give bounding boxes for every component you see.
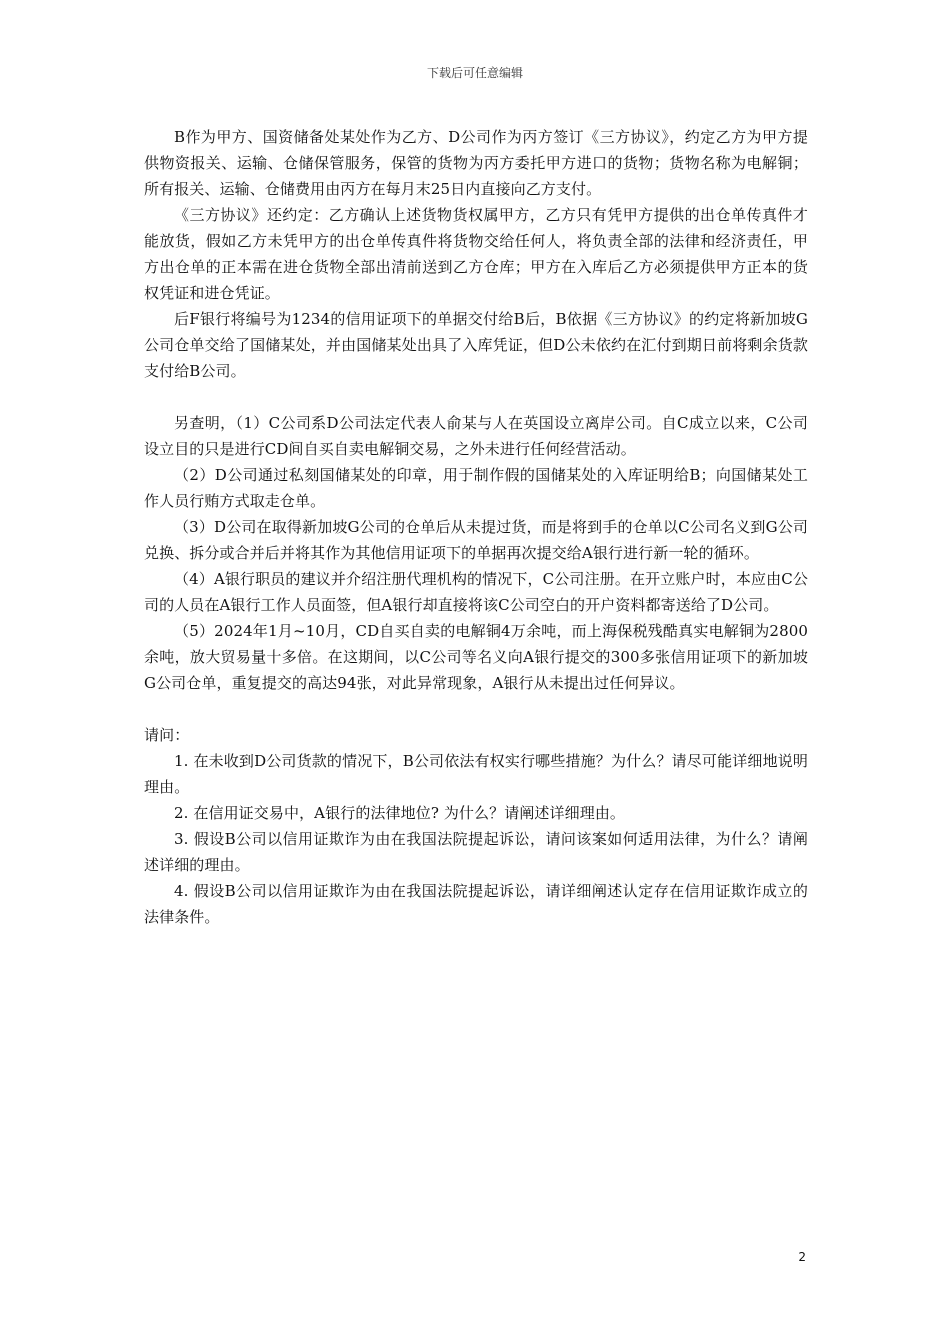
page-header: 下载后可任意编辑 [426,66,523,80]
finding-3: （3）D公司在取得新加坡G公司的仓单后从未提过货，而是将到手的仓单以C公司名义到G公司兑换、拆分或合并后并将其作为其他信用证项下的单据再次提交给A银行进行新一轮的循环。 [144,518,808,562]
question-label: 请问： [144,726,190,744]
paragraph-credit-documents: 后F银行将编号为1234的信用证项下的单据交付给B后，B依据《三方协议》的约定将新加坡G公司仓单交给了国储某处，并由国储某处出具了入库凭证，但D公未依约在汇付到期日前将剩余货款支付给B公司。 [144,310,808,380]
document-body [144,124,808,930]
question-4: 4. 假设B公司以信用证欺诈为由在我国法院提起诉讼，请详细阐述认定存在信用证欺诈成立的法律条件。 [144,882,808,926]
question-2: 2. 在信用证交易中，A银行的法律地位? 为什么？请阐述详细理由。 [174,804,626,822]
paragraph-agreement-terms: 《三方协议》还约定：乙方确认上述货物货权属甲方，乙方只有凭甲方提供的出仓单传真件才能放货，假如乙方未凭甲方的出仓单传真件将货物交给任何人，将负责全部的法律和经济责任，甲方出仓单的正本需在进仓货物全部出清前送到乙方仓库；甲方在入库后乙方必须提供甲方正本的货权凭证和进仓凭证。 [144,206,808,302]
spacer [144,696,808,722]
page-number: 2 [798,1250,806,1264]
question-3: 3. 假设B公司以信用证欺诈为由在我国法院提起诉讼，请问该案如何适用法律，为什么？请阐述详细的理由。 [144,830,808,874]
question-1: 1. 在未收到D公司货款的情况下，B公司依法有权实行哪些措施？为什么？请尽可能详细地说明理由。 [144,752,808,796]
paragraph-agreement: B作为甲方、国资储备处某处作为乙方、D公司作为丙方签订《三方协议》，约定乙方为甲方提供物资报关、运输、仓储保管服务，保管的货物为丙方委托甲方进口的货物；货物名称为电解铜；所有报关、运输、仓储费用由丙方在每月末25日内直接向乙方支付。 [144,128,808,198]
spacer [144,384,808,410]
finding-5: （5）2024年1月~10月，CD自买自卖的电解铜4万余吨，而上海保税残酷真实电解铜为2800余吨，放大贸易量十多倍。在这期间，以C公司等名义向A银行提交的300多张信用证项下的新加坡G公司仓单，重复提交的高达94张，对此异常现象，A银行从未提出过任何异议。 [144,622,808,692]
finding-2: （2）D公司通过私刻国储某处的印章，用于制作假的国储某处的入库证明给B；向国储某处工作人员行贿方式取走仓单。 [144,466,808,510]
finding-4: （4）A银行职员的建议并介绍注册代理机构的情况下，C公司注册。在开立账户时，本应由C公司的人员在A银行工作人员面签，但A银行却直接将该C公司空白的开户资料都寄送给了D公司。 [144,570,808,614]
finding-1: 另查明，（1）C公司系D公司法定代表人俞某与人在英国设立离岸公司。自C成立以来，C公司设立目的只是进行CD间自买自卖电解铜交易，之外未进行任何经营活动。 [144,414,808,458]
